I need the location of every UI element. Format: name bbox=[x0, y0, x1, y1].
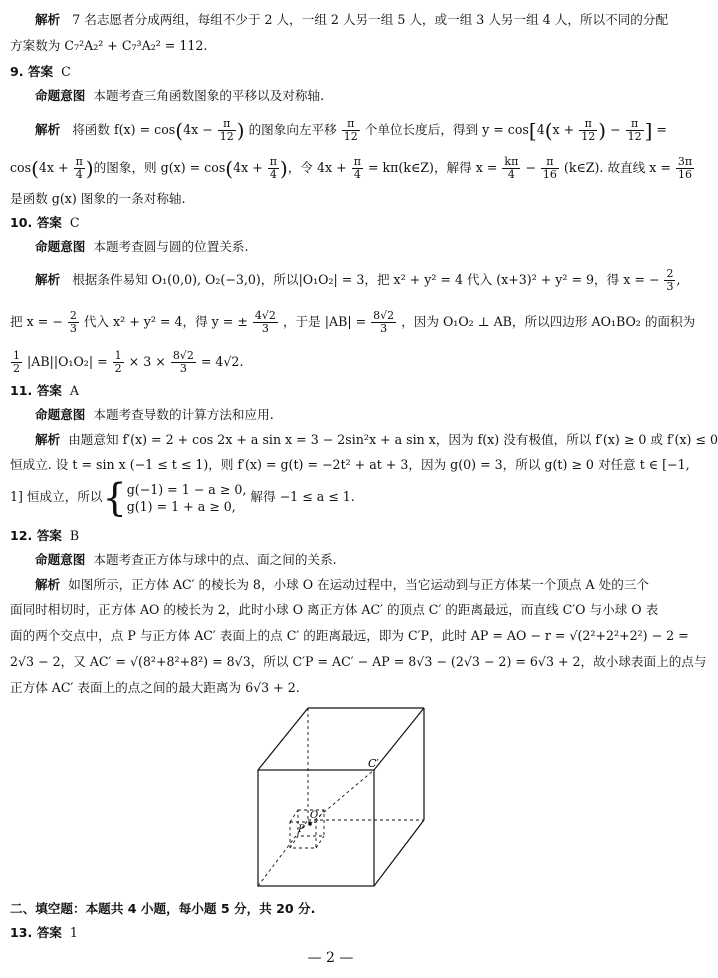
label-p: P bbox=[298, 824, 305, 835]
fraction: $\frac{3\pi}{16}$ bbox=[677, 155, 693, 181]
fraction: $\frac{\pi}{12}$ bbox=[219, 117, 234, 143]
fraction: $\frac{1}{2}$ bbox=[13, 349, 20, 375]
q9-solution-line3: 是函数 g(x) 图象的一条对称轴. bbox=[10, 191, 186, 206]
section-heading: 二、填空题：本题共 4 小题，每小题 5 分，共 20 分. bbox=[10, 901, 316, 916]
fraction: $\frac{8√2}{3}$ bbox=[373, 309, 395, 335]
q12-answer-line: 12. 答案 B bbox=[10, 528, 80, 543]
page-number: — 2 — bbox=[307, 950, 354, 966]
q9-solution-line2: cos(4x + $\frac{\pi}{4}$ )的图象，则 g(x) = cos(4x + $\frac{\pi}{4}$ )，令 4x + $\frac{\pi}{4}$ = kπ(k∈Z)，解得 x = $\frac{k\pi}{4}$ − $\frac{\pi}{16}$ (k∈Z). 故直线 x = $\frac{3\pi}{16}$ bbox=[10, 155, 693, 181]
q11-solution-line3: 1] 恒成立，所以{g(−1) = 1 − a ≥ 0, g(1) = 1 + a ≥ 0, 解得 −1 ≤ a ≤ 1. bbox=[10, 475, 355, 520]
q12-solution-line3: 面的两个交点中，点 P 与正方体 AC′ 表面上的点 C′ 的距离最远，即为 C′P，此时 AP = AO − r = √(2²+2²+2²) − 2 = bbox=[10, 628, 689, 643]
q10-solution-line1: 解析 根据条件易知 O₁(0,0), O₂(−3,0)，所以|O₁O₂| = 3，把 x² + y² = 4 代入 (x+3)² + y² = 9，得 x = − $\frac{2}{3}$ , bbox=[35, 267, 681, 293]
q10-answer-line: 10. 答案 C bbox=[10, 215, 80, 230]
fraction: $\frac{\pi}{12}$ bbox=[343, 117, 358, 143]
cube-figure bbox=[250, 700, 440, 890]
q8-line1: 解析 7 名志愿者分成两组，每组不少于 2 人，一组 2 人另一组 5 人，或一组 3 人另一组 4 人，所以不同的分配 bbox=[35, 12, 669, 27]
fraction: $\frac{2}{3}$ bbox=[69, 309, 77, 335]
q12-solution-line5: 正方体 AC′ 表面上的点之间的最大距离为 6√3 + 2. bbox=[10, 680, 300, 695]
q9-answer-line: 9. 答案 C bbox=[10, 64, 71, 79]
q10-solution-line2: 把 x = − $\frac{2}{3}$ 代入 x² + y² = 4，得 y = ± $\frac{4√2}{3}$ ，于是 |AB| = $\frac{8√2}{3}$ ，因为 O₁O₂ ⊥ AB，所以四边形 AO₁BO₂ 的面积为 bbox=[10, 309, 696, 335]
fraction: $\frac{\pi}{4}$ bbox=[269, 155, 278, 181]
fraction: $\frac{\pi}{16}$ bbox=[542, 155, 557, 181]
fraction: $\frac{1}{2}$ bbox=[114, 349, 122, 375]
q13-answer-line: 13. 答案 1 bbox=[10, 925, 78, 940]
q11-solution-line1: 解析 由题意知 f′(x) = 2 + cos 2x + a sin x = 3 − 2sin²x + a sin x，因为 f(x) 没有极值，所以 f′(x) ≥ 0 或 f′(x) ≤ 0 bbox=[35, 432, 718, 447]
q12-solution-line2: 面同时相切时，正方体 AO 的棱长为 2，此时小球 O 离正方体 AC′ 的顶点 C′ 的距离最远，而直线 C′O 与小球 O 表 bbox=[10, 602, 659, 617]
q12-solution-line1: 解析 如图所示，正方体 AC′ 的棱长为 8，小球 O 在运动过程中，当它运动到与正方体某一个顶点 A 处的三个 bbox=[35, 577, 649, 592]
fraction: $\frac{2}{3}$ bbox=[666, 267, 674, 293]
q10-intent-line: 命题意图 本题考查圆与圆的位置关系. bbox=[35, 239, 249, 254]
q11-intent-line: 命题意图 本题考查导数的计算方法和应用. bbox=[35, 407, 274, 422]
q11-solution-line2: 恒成立. 设 t = sin x (−1 ≤ t ≤ 1)，则 f′(x) = g(t) = −2t² + at + 3，因为 g(0) = 3，所以 g(t) ≥ 0 对任意 t ∈ [−1, bbox=[10, 457, 690, 472]
q9-intent-line: 命题意图 本题考查三角函数图象的平移以及对称轴. bbox=[35, 88, 325, 103]
fraction: $\frac{\pi}{12}$ bbox=[627, 117, 642, 143]
fraction: $\frac{\pi}{4}$ bbox=[75, 155, 83, 181]
fraction: $\frac{\pi}{4}$ bbox=[353, 155, 361, 181]
label-c-prime: C′ bbox=[368, 757, 379, 770]
q11-answer-line: 11. 答案 A bbox=[10, 383, 80, 398]
fraction: $\frac{8√2}{3}$ bbox=[172, 349, 194, 375]
fraction: $\frac{\pi}{12}$ bbox=[581, 117, 596, 143]
q12-intent-line: 命题意图 本题考查正方体与球中的点、面之间的关系. bbox=[35, 552, 337, 567]
label-o: O bbox=[310, 810, 319, 821]
fraction: $\frac{k\pi}{4}$ bbox=[504, 155, 519, 181]
q8-line2: 方案数为 C₇²A₂² + C₇³A₂² = 112. bbox=[10, 38, 208, 53]
q10-solution-line3: $\frac{1}{2}$ |AB||O₁O₂| = $\frac{1}{2}$ × 3 × $\frac{8√2}{3}$ = 4√2. bbox=[13, 349, 244, 375]
q9-solution-line1: 解析 将函数 f(x) = cos(4x − $\frac{\pi}{12}$ ) 的图象向左平移 $\frac{\pi}{12}$ 个单位长度后，得到 y = cos[4(x + $\frac{\pi}{12}$ ) − $\frac{\pi}{12}$ ] = bbox=[35, 117, 667, 143]
q12-solution-line4: 2√3 − 2，又 AC′ = √(8²+8²+8²) = 8√3，所以 C′P = AC′ − AP = 8√3 − (2√3 − 2) = 6√3 + 2，故小球表面上的点与 bbox=[10, 654, 707, 669]
point-o bbox=[308, 822, 312, 826]
fraction: $\frac{4√2}{3}$ bbox=[254, 309, 276, 335]
